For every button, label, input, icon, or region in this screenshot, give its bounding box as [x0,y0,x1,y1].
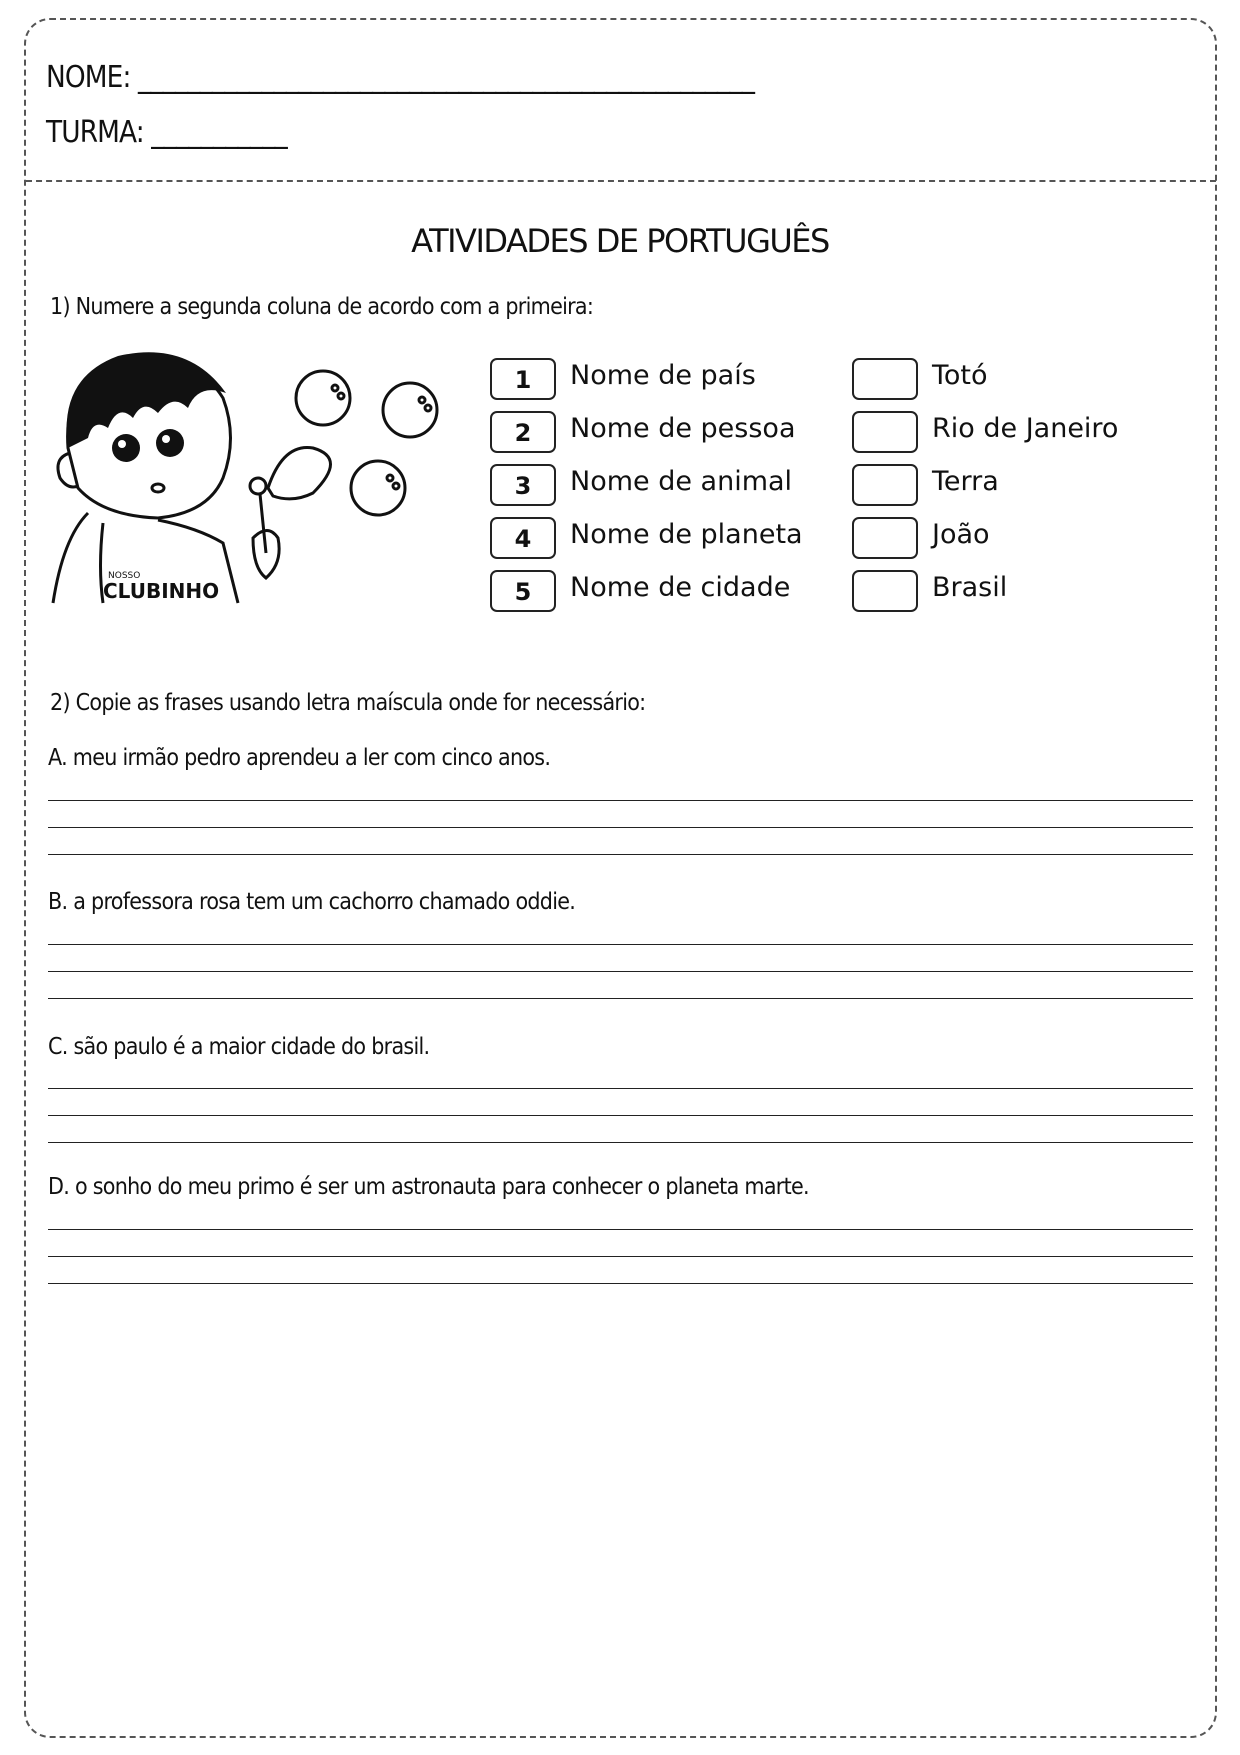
writing-line[interactable] [48,854,1193,855]
turma-label: TURMA: [46,115,144,150]
writing-line[interactable] [48,1229,1193,1230]
turma-blank[interactable]: ___________ [151,115,287,150]
nome-blank[interactable]: __________________________________________________ [138,60,755,95]
left-item-label: Nome de planeta [570,519,803,550]
writing-line[interactable] [48,1142,1193,1143]
number-box-1: 1 [490,358,556,400]
right-item-label: Terra [932,466,999,497]
number-box-4: 4 [490,517,556,559]
illustration-shirt-text: CLUBINHO [103,579,220,603]
right-item-label: Rio de Janeiro [932,413,1119,444]
page-frame [24,18,1217,1738]
left-item-label: Nome de pessoa [570,413,796,444]
answer-box-2[interactable] [852,411,918,453]
sentence-b: B. a professora rosa tem um cachorro chamado oddie. [48,889,576,915]
number-box-2: 2 [490,411,556,453]
writing-line[interactable] [48,998,1193,999]
writing-line[interactable] [48,1283,1193,1284]
right-item-label: Totó [932,360,988,391]
left-item-label: Nome de país [570,360,756,391]
left-item-label: Nome de cidade [570,572,791,603]
question-1-prompt: 1) Numere a segunda coluna de acordo com a primeira: [50,294,594,320]
writing-line[interactable] [48,1115,1193,1116]
number-box-5: 5 [490,570,556,612]
number-box-3: 3 [490,464,556,506]
nome-field[interactable] [46,60,754,95]
answer-box-1[interactable] [852,358,918,400]
sentence-d: D. o sonho do meu primo é ser um astronauta para conhecer o planeta marte. [48,1174,809,1200]
page-title: ATIVIDADES DE PORTUGUÊS [411,222,829,260]
writing-line[interactable] [48,800,1193,801]
header-divider [26,180,1216,182]
right-item-label: João [932,519,990,550]
answer-box-4[interactable] [852,517,918,559]
sentence-a: A. meu irmão pedro aprendeu a ler com cinco anos. [48,745,551,771]
answer-box-3[interactable] [852,464,918,506]
writing-line[interactable] [48,1088,1193,1089]
sentence-c: C. são paulo é a maior cidade do brasil. [48,1034,430,1060]
writing-line[interactable] [48,944,1193,945]
turma-field[interactable] [46,115,287,150]
right-item-label: Brasil [932,572,1008,603]
left-item-label: Nome de animal [570,466,793,497]
writing-line[interactable] [48,1256,1193,1257]
nome-label: NOME: [46,60,131,95]
writing-line[interactable] [48,971,1193,972]
question-2-prompt: 2) Copie as frases usando letra maíscula onde for necessário: [50,690,646,716]
writing-line[interactable] [48,827,1193,828]
boy-blowing-bubbles-illustration [48,338,448,608]
answer-box-5[interactable] [852,570,918,612]
illustration-small-text: NOSSO [108,571,141,581]
